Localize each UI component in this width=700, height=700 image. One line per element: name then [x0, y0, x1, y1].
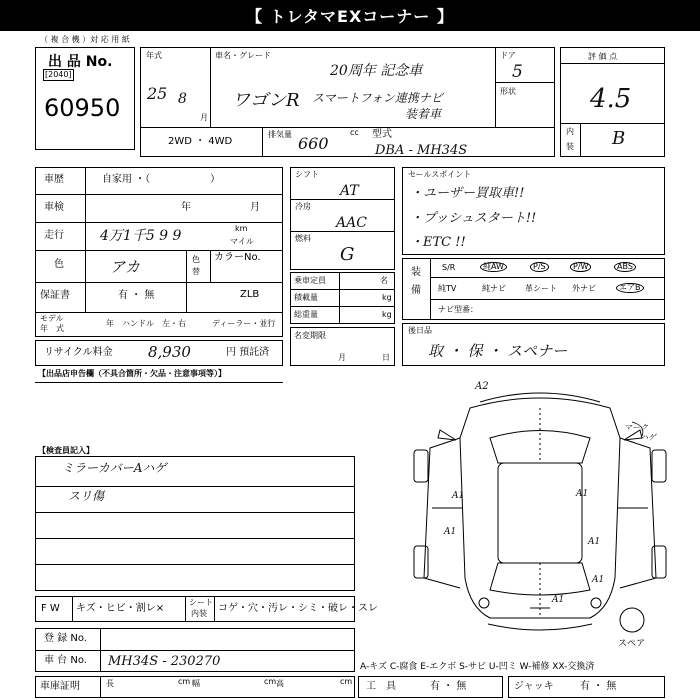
year-label: 年式 — [146, 51, 162, 60]
doors-value: 5 — [512, 62, 523, 82]
rear-items-label: 後日品 — [408, 326, 432, 335]
report-label: 【出品店申告欄（不具合箇所・欠品・注意事項等）】 — [38, 369, 226, 378]
inspection-label: 車検 — [44, 202, 64, 213]
score-value: 4.5 — [590, 84, 632, 114]
jack-value: 有 ・ 無 — [580, 681, 617, 692]
month-value: 8 — [178, 91, 187, 107]
month-unit: 月 — [200, 113, 208, 122]
recycle-label: リサイクル料金 — [44, 347, 113, 358]
drive-type: 2WD ・ 4WD — [168, 136, 233, 147]
equip-sr: S/R — [442, 263, 456, 272]
sales-line-3: ・ETC !! — [410, 235, 466, 250]
equip-tv: 純TV — [438, 284, 457, 293]
mark-caption-1: マーク — [624, 423, 648, 432]
equip-airbag: エアB — [616, 283, 644, 293]
mark-a1-3: A1 — [444, 527, 457, 537]
garage-label: 車庫証明 — [40, 681, 80, 692]
equipment-label-2: 備 — [411, 285, 421, 296]
sales-line-1: ・ユーザー買取車!! — [410, 186, 525, 201]
color-change-1: 色 — [192, 255, 200, 264]
garage-unit-3: cm — [340, 677, 353, 686]
displacement-label: 排気量 — [268, 130, 292, 139]
history-value: 自家用 ・（ ） — [102, 174, 221, 185]
weight-label: 総重量 — [294, 310, 318, 319]
dealer-type: ディーラー・並行 — [212, 319, 276, 328]
garage-width: 幅 — [192, 679, 200, 688]
fw-items: キズ・ヒビ・割レ× — [76, 603, 165, 614]
inspection-month: 月 — [250, 202, 260, 213]
mark-a1-6: A1 — [552, 595, 565, 605]
year-value: 25 — [147, 84, 168, 103]
model-label: 車名・グレード — [215, 51, 271, 60]
mileage-label: 走行 — [44, 230, 64, 241]
chassis-value: MH34S - 230270 — [108, 654, 221, 669]
load-unit: kg — [382, 293, 392, 302]
registration-label: 登 録 No. — [44, 633, 87, 644]
name-change-label: 名変期限 — [294, 331, 326, 340]
history-label: 車歴 — [44, 174, 64, 185]
type-value: DBA - MH34S — [375, 143, 468, 158]
seat-label-2: 内装 — [191, 609, 207, 618]
mark-a2: A2 — [475, 381, 489, 392]
equip-navi: 純ナビ — [482, 284, 506, 293]
equip-leather: 革シート — [525, 284, 557, 293]
recycle-value: 8,930 — [148, 343, 191, 361]
equip-abs: ABS — [614, 262, 636, 272]
model-year-unit: 年 — [106, 319, 114, 328]
garage-length: 長 — [106, 679, 114, 688]
sales-line-2: ・プッシュスタート!! — [410, 211, 537, 226]
chassis-label: 車 台 No. — [44, 655, 87, 666]
doors-label: ドア — [500, 51, 516, 60]
shift-label: シフト — [295, 170, 319, 179]
color-no-label: カラーNo. — [214, 252, 261, 263]
recycle-unit: 円 預託済 — [226, 347, 270, 358]
tools-value: 有 ・ 無 — [430, 681, 467, 692]
capacity-label: 乗車定員 — [294, 276, 326, 285]
equip-pw: P/W — [570, 262, 591, 272]
equipment-label-1: 装 — [411, 267, 421, 278]
mark-caption-2: ハゲ — [640, 433, 656, 442]
model-year-label-2: 年 式 — [40, 324, 64, 333]
spare-label: スペア — [618, 639, 646, 649]
warranty-label: 保証書 — [40, 290, 70, 301]
fuel-value: G — [340, 244, 355, 265]
grade-line-1: 20周年 記念車 — [330, 63, 423, 79]
garage-unit-2: cm — [264, 677, 277, 686]
inspection-year: 年 — [181, 202, 191, 213]
equip-ext-navi: 外ナビ — [572, 284, 596, 293]
inspector-box — [35, 456, 355, 591]
lot-label: 出 品 No. — [48, 54, 113, 70]
color-no-value: ZLB — [240, 289, 260, 300]
load-label: 積載量 — [294, 293, 318, 302]
top-note: （ 複 合 機 ）対 応 用 紙 — [40, 35, 130, 44]
color-label: 色 — [54, 259, 64, 270]
mileage-unit-mile: マイル — [230, 237, 254, 246]
color-change-2: 替 — [192, 267, 200, 276]
weight-unit: kg — [382, 310, 392, 319]
mileage-value: 4万1千5 9 9 — [100, 228, 182, 244]
interior-label-1: 内 — [566, 127, 574, 136]
aircon-label: 冷房 — [295, 202, 311, 211]
tools-label: 工 具 — [366, 681, 396, 692]
color-value: アカ — [110, 258, 140, 276]
equip-ps: P/S — [530, 262, 549, 272]
navi-model-label: ナビ型番： — [438, 305, 478, 314]
name-change-month: 月 — [338, 353, 346, 362]
displacement-unit: cc — [350, 128, 359, 137]
mileage-unit-km: km — [235, 224, 248, 233]
mark-a1-4: A1 — [588, 537, 601, 547]
equip-aw: 純AW — [480, 262, 507, 272]
grade-line-2: スマートフォン連携ナビ — [312, 91, 443, 105]
fuel-label: 燃料 — [295, 234, 311, 243]
inspector-line-1: ミラーカバーAハゲ — [62, 461, 167, 475]
model-year-label-1: モデル — [40, 314, 64, 323]
damage-legend: A-キズ C-腐食 E-エクボ S-サビ U-凹ミ W-補修 XX-交換済 — [360, 662, 595, 672]
lot-code: [2040] — [45, 70, 72, 79]
interior-label-2: 装 — [566, 142, 574, 151]
lot-number: 60950 — [44, 94, 121, 122]
warranty-value: 有 ・ 無 — [118, 290, 155, 301]
inspector-label: 【検査員記入】 — [38, 446, 94, 455]
interior-value: B — [612, 128, 626, 149]
type-label: 型式 — [372, 129, 392, 140]
mark-a1-5: A1 — [592, 575, 605, 585]
model-name: ワゴンR — [232, 90, 300, 111]
car-damage-diagram — [410, 378, 670, 658]
seat-label-1: シート — [189, 598, 213, 607]
jack-label: ジャッキ — [514, 681, 554, 692]
grade-line-3: 装着車 — [405, 107, 442, 121]
capacity-unit: 名 — [380, 276, 388, 285]
page-banner: 【 トレタマEXコーナー 】 — [0, 0, 700, 31]
sales-label: セールスポイント — [408, 170, 472, 179]
mark-a1-1: A1 — [452, 491, 465, 501]
mark-a1-2: A1 — [576, 489, 589, 499]
seat-items: コゲ・穴・汚レ・シミ・破レ・スレ — [218, 603, 378, 614]
fw-label: F W — [41, 603, 60, 614]
shift-value: AT — [340, 183, 359, 199]
shape-label: 形状 — [500, 87, 516, 96]
inspector-line-2: スリ傷 — [68, 489, 105, 503]
displacement-value: 660 — [298, 134, 329, 153]
garage-height: 高 — [276, 679, 284, 688]
garage-unit-1: cm — [178, 677, 191, 686]
aircon-value: AAC — [336, 215, 367, 231]
name-change-day: 日 — [382, 353, 390, 362]
rear-items-value: 取 ・ 保 ・ スペナー — [428, 342, 568, 360]
score-label: 評 価 点 — [588, 52, 618, 61]
handle-side: ハンドル 左・右 — [122, 319, 186, 328]
